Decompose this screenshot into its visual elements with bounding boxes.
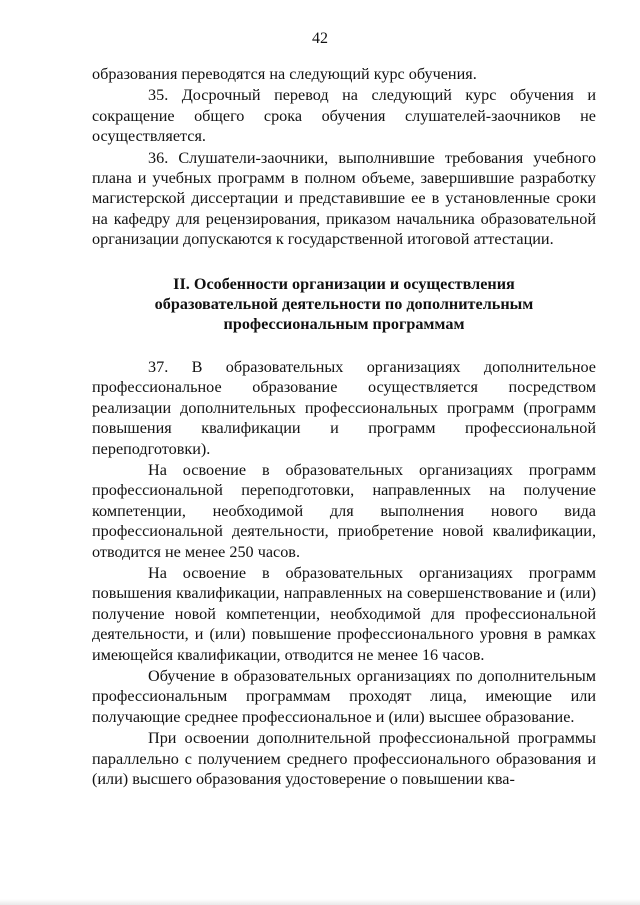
paragraph-retraining-hours: На освоение в образовательных организациях программ профессиональной переподготовки, направленных на получение компетенции, необходимой для выполнения нового вида профессиональной деятельности, приобретение новой квалификации, отводится не менее 250 часов. — [92, 460, 596, 561]
paragraph-36: 36. Слушатели-заочники, выполнившие требования учебного плана и учебных программ в полном объеме, завершившие разработку магистерской диссертации и представившие ее в установленные сроки на кафедру для рецензирования, приказом начальника образовательной организации допускаются к государственной итоговой аттестации. — [92, 148, 596, 249]
paragraph-37: 37. В образовательных организациях дополнительное профессиональное образование осуществляется посредством реализации дополнительных профессиональных программ (программ повышения квалификации и программ профессиональной переподготовки). — [92, 357, 596, 458]
section-heading-line-1: II. Особенности организации и осуществления — [173, 274, 515, 293]
paragraph-eligible-persons: Обучение в образовательных организациях по дополнительным профессиональным программам проходят лица, имеющие или получающие среднее профессиональное и (или) высшее образование. — [92, 666, 596, 726]
paragraph-continuation: образования переводятся на следующий курс обучения. — [92, 65, 477, 83]
section-heading — [92, 274, 596, 335]
page-number: 42 — [312, 30, 328, 47]
section-heading-line-3: профессиональным программам — [223, 315, 465, 334]
section-heading-line-2: образовательной деятельности по дополнительным — [154, 295, 534, 314]
paragraph-35: 35. Досрочный перевод на следующий курс обучения и сокращение общего срока обучения слушателей-заочников не осуществляется. — [92, 86, 596, 146]
scan-bottom-edge — [0, 899, 640, 905]
document-body — [92, 64, 596, 789]
paragraph-parallel-study: При освоении дополнительной профессиональной программы параллельно с получением среднего профессионального образования и (или) высшего образования удостоверение о повышении ква- — [92, 729, 596, 788]
paragraph-qualification-hours: На освоение в образовательных организациях программ повышения квалификации, направленных на совершенствование и (или) получение новой компетенции, необходимой для профессиональной деятельности, и (или) повышение профессионального уровня в рамках имеющейся квалификации, отводится не менее 16 часов. — [92, 563, 596, 664]
